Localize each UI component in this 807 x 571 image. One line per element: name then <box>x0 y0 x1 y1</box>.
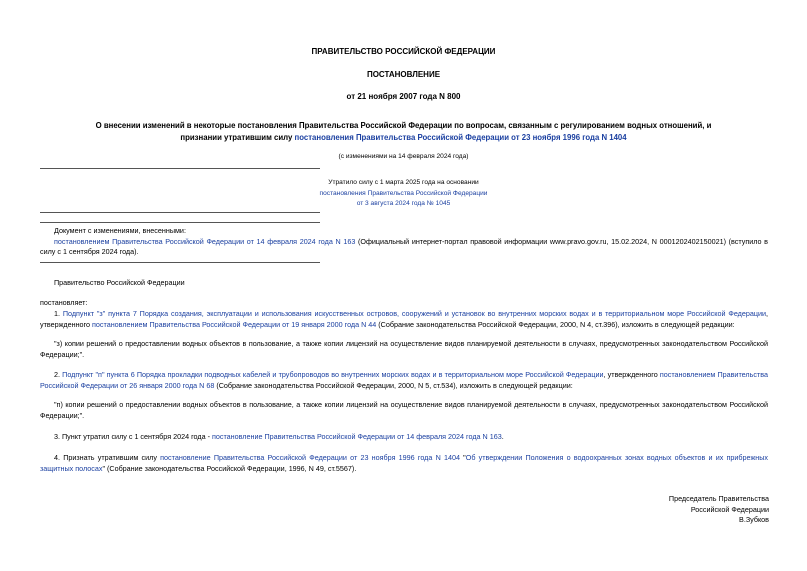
government-heading: ПРАВИТЕЛЬСТВО РОССИЙСКОЙ ФЕДЕРАЦИИ <box>311 47 496 56</box>
changes-text <box>40 237 768 258</box>
divider <box>40 262 320 263</box>
p3-link[interactable]: постановление Правительства Российской Федерации от 14 февраля 2024 года N 163 <box>211 432 502 441</box>
p1-resolution-link[interactable]: постановлением Правительства Российской Федерации от 19 января 2000 года N 44 <box>92 319 377 329</box>
signature-name: В.Зубков <box>739 515 769 524</box>
expired-notice <box>0 178 807 210</box>
paragraph-2 <box>40 370 768 391</box>
changes-intro: Документ с изменениями, внесенными: <box>54 226 186 235</box>
p4-end: " (Собрание законодательства Российской Федерации, 1996, N 49, ст.5567). <box>102 463 357 473</box>
document-type: ПОСТАНОВЛЕНИЕ <box>366 70 441 79</box>
p1-mid: , утвержденного <box>40 309 768 329</box>
p3-text: 3. Пункт утратил силу с 1 сентября 2024 года - <box>54 432 212 441</box>
divider <box>40 168 320 169</box>
signature-block <box>669 494 769 526</box>
p4-text: 4. Признать утратившим силу <box>54 453 161 462</box>
p1-end: (Собрание законодательства Российской Федерации, 2000, N 4, ст.396), изложить в следующей редакции: <box>376 319 735 329</box>
amendments-note: (с изменениями на 14 февраля 2024 года) <box>338 153 469 160</box>
quote-1: "з) копии решений о предоставлении водных объектов в пользование, а также копии лицензий на осуществление видов планируемой деятельности в случаях, предусмотренных законодательством Российской Федерации;". <box>40 339 768 359</box>
document-title <box>0 120 807 144</box>
paragraph-3 <box>40 432 768 443</box>
expired-line-1: Утратило силу с 1 марта 2025 года на основании <box>328 179 479 186</box>
title-line-2 <box>0 132 807 144</box>
title-line-2-text: признании утратившим силу <box>180 133 295 142</box>
title-line-1: О внесении изменений в некоторые постановления Правительства Российской Федерации по вопросам, связанным с регулированием водных отношений, и <box>95 121 712 130</box>
paragraph-1 <box>40 309 768 330</box>
p2-resolution-link[interactable]: постановлением Правительства Российской Федерации от 26 января 2000 года N 68 <box>40 370 768 390</box>
decides: постановляет: <box>40 298 88 307</box>
title-repealed-link[interactable]: постановления Правительства Российской Федерации от 23 ноября 1996 года N 1404 <box>294 133 627 142</box>
p1-number: 1. <box>54 309 63 318</box>
paragraph-4 <box>40 453 768 474</box>
p2-number: 2. <box>54 370 63 379</box>
changes-block <box>40 226 768 258</box>
changes-link[interactable]: постановлением Правительства Российской Федерации от 14 февраля 2024 года N 163 <box>54 236 356 246</box>
quote-2: "п) копии решений о предоставлении водных объектов в пользование, а также копии лицензий на осуществление видов планируемой деятельности в случаях, предусмотренных законодательством Российской Федерации;". <box>40 400 768 420</box>
p4-mid: " <box>459 453 466 462</box>
signature-position-2: Российской Федерации <box>690 504 769 514</box>
expired-basis-link-date[interactable]: от 3 августа 2024 года № 1045 <box>356 200 451 207</box>
expired-basis-link[interactable]: постановления Правительства Российской Федерации <box>319 189 488 197</box>
changes-rest: (Официальный интернет-портал правовой информации www.pravo.gov.ru, 15.02.2024, N 0001202402150021) (вступило в силу с 1 сентября 2024 года). <box>40 236 768 256</box>
government-name: Правительство Российской Федерации <box>54 278 185 287</box>
p2-mid: , утвержденного <box>603 370 660 379</box>
p4-repealed-link[interactable]: постановление Правительства Российской Федерации от 23 ноября 1996 года N 1404 <box>160 453 460 462</box>
p4-regulation-link[interactable]: Об утверждении Положения о водоохранных зонах водных объектов и их прибрежных защитных полосах <box>40 453 768 473</box>
p2-subitem-link[interactable]: Подпункт "п" пункта 6 Порядка прокладки подводных кабелей и трубопроводов во внутренних морских водах и в территориальном море Российской Федерации <box>62 370 604 379</box>
signature-position: Председатель Правительства <box>668 494 769 503</box>
divider <box>40 222 320 223</box>
p2-end: (Собрание законодательства Российской Федерации, 2000, N 5, ст.534), изложить в следующей редакции: <box>214 380 573 390</box>
divider <box>40 212 320 213</box>
p3-end: . <box>501 432 504 441</box>
p1-subitem-link[interactable]: Подпункт "з" пункта 7 Порядка создания, эксплуатации и использования искусственных островов, сооружений и установок во внутренних морских водах и в территориальном море Российской Федерации <box>62 309 766 318</box>
document-date: от 21 ноября 2007 года N 800 <box>346 92 461 101</box>
